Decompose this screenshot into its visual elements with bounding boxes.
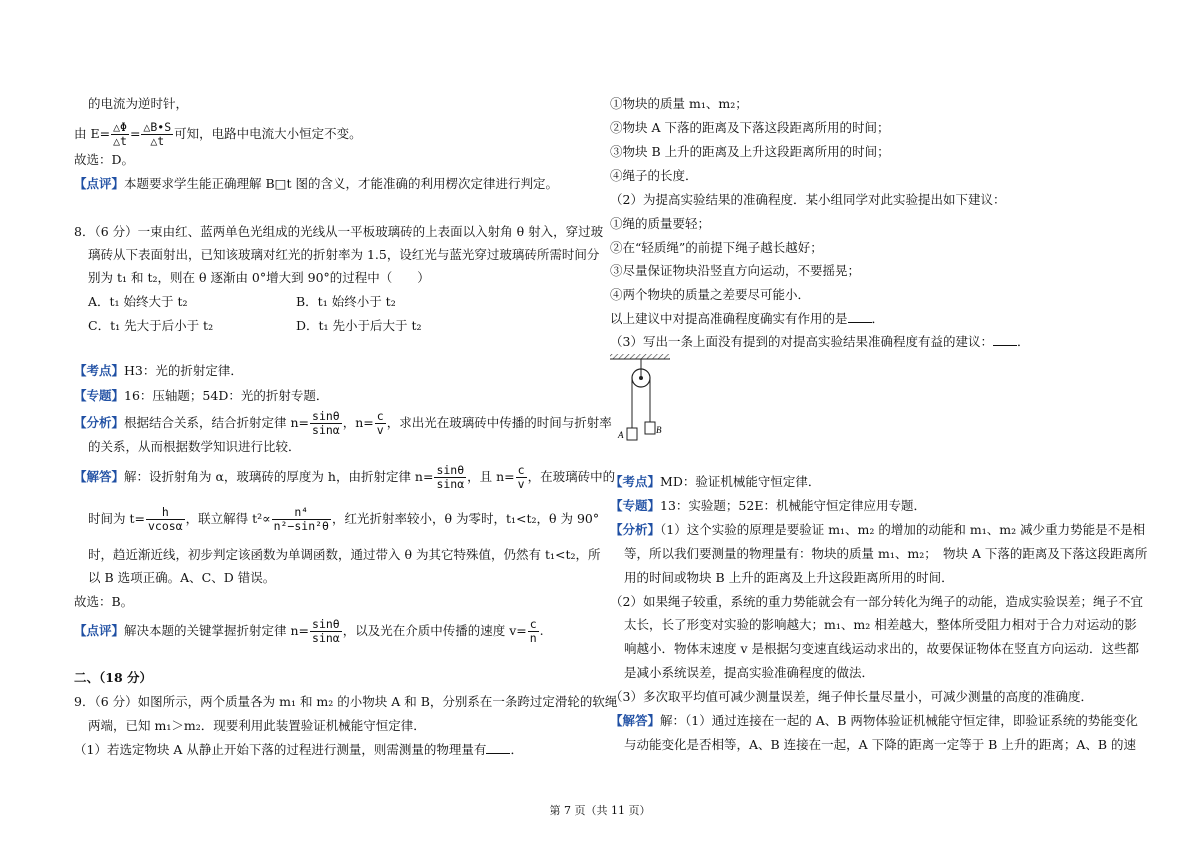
text-line: ③尽量保证物块沿竖直方向运动，不要摇晃； (610, 263, 861, 278)
tag-label: 【分析】 (74, 415, 125, 430)
section-heading: 二、（18 分） (74, 670, 152, 685)
tag-label: 【解答】 (74, 469, 125, 484)
tag-label: 【考点】 (610, 474, 661, 489)
comment-line: 【点评】本题要求学生能正确理解 B□t 图的含义，才能准确的利用楞次定律进行判定。 (74, 176, 558, 191)
text-line: 以上建议中对提高准确程度确实有作用的是 ． (610, 311, 885, 326)
fenxi-line: 太长，长了形变对实验的影响越大；m₁、m₂ 相差越大，整体所受阻力相对于合力对运动的影 (624, 617, 1137, 632)
jieda-line: 【解答】解：（1）通过连接在一起的 A、B 两物体验证机械能守恒定律，即验证系统的势能变化 (610, 713, 1138, 728)
fenxi-line: 的关系，从而根据数学知识进行比较． (88, 439, 301, 454)
text-line: （3）写出一条上面没有提到的对提高实验结果准确程度有益的建议： ． (610, 334, 1030, 349)
question-9-line: （1）若选定物块 A 从静止开始下落的过程进行测量，则需测量的物理量有 ． (74, 742, 523, 757)
text-line: ④两个物块的质量之差要尽可能小． (610, 287, 811, 302)
option-c: C．t₁ 先大于后小于 t₂ (88, 318, 214, 333)
fraction: $\frac{c}{n}$ (529, 617, 537, 645)
tag-label: 【专题】 (74, 388, 125, 403)
jieda-line: 以 B 选项正确。A、C、D 错误。 (88, 570, 276, 585)
text-line: 故选：D。 (74, 152, 135, 167)
pulley-diagram (608, 352, 678, 444)
text-line: 的电流为逆时针， (88, 96, 189, 111)
kaodian-line: 【考点】H3：光的折射定律． (74, 363, 243, 378)
question-9-line: 9．（6 分）如图所示，两个质量各为 m₁ 和 m₂ 的小物块 A 和 B，分别系在一条跨过定滑轮的软绳 (74, 694, 618, 709)
option-a: A．t₁ 始终大于 t₂ (88, 294, 188, 309)
option-d: D．t₁ 先小于后大于 t₂ (296, 318, 422, 333)
fenxi-line: 【分析】根据结合关系，结合折射定律 n= $\frac{\sin\theta}{\sin\alpha}$ ，n= $\frac{c}{v}$ ，求出光在玻璃砖中传播的时间与折射率 (74, 409, 612, 437)
fraction: $\frac{\sin\theta}{\sin\alpha}$ (312, 409, 340, 437)
tag-label: 【分析】 (610, 522, 661, 537)
ceiling-hatch (610, 354, 670, 359)
question-9-line: 两端，已知 m₁＞m₂．现要利用此装置验证机械能守恒定律． (88, 718, 426, 733)
block-b (645, 422, 655, 434)
zhuanti-line: 【专题】13：实验题；52E：机械能守恒定律应用专题． (610, 498, 926, 513)
fraction: $\frac{\triangle\Phi}{\triangle t}$ (113, 120, 127, 148)
tag-label: 【解答】 (610, 713, 661, 728)
jieda-line: 时间为 t= $\frac{h}{vcos\alpha}$ ，联立解得 t²∝ $\frac{\text{n⁴}}{\text{n²−sin²θ}}$ ，红光折射率较小，θ 为零时，t₁<t₂，θ 为 90° (88, 505, 600, 533)
text-line: ④绳子的长度． (610, 168, 698, 183)
answer-blank (993, 334, 1017, 346)
fraction: $\frac{c}{v}$ (376, 409, 384, 437)
block-a (627, 428, 637, 440)
text-line: ①物块的质量 m₁、m₂； (610, 96, 748, 111)
fraction: $\frac{\sin\theta}{\sin\alpha}$ (436, 463, 465, 491)
jieda-line: 时，趋近渐近线，初步判定该函数为单调函数，通过带入 θ 为其它特殊值，仍然有 t₁<t₂，所 (88, 547, 601, 562)
tag-label: 【点评】 (74, 176, 125, 191)
text-line: ③物块 B 上升的距离及上升这段距离所用的时间； (610, 144, 890, 159)
fenxi-line: （3）多次取平均值可减少测量误差，绳子伸长量尽量小，可减少测量的高度的准确度． (610, 689, 1093, 704)
jieda-line: 【解答】解：设折射角为 α，玻璃砖的厚度为 h，由折射定律 n= $\frac{\sin\theta}{\sin\alpha}$ ，且 n= $\frac{c}{v}$ ，在玻璃砖中的 (74, 463, 616, 491)
tag-label: 【专题】 (610, 498, 661, 513)
option-b: B．t₁ 始终小于 t₂ (296, 294, 396, 309)
fenxi-line: 【分析】（1）这个实验的原理是要验证 m₁、m₂ 的增加的动能和 m₁、m₂ 减少重力势能是不是相 (610, 522, 1146, 537)
question-8-line: 8．（6 分）一束由红、蓝两单色光组成的光线从一平板玻璃砖的上表面以入射角 θ 射入，穿过玻 (74, 224, 604, 239)
fraction: $\frac{\triangle B•S}{\triangle t}$ (143, 120, 172, 148)
kaodian-line: 【考点】MD：验证机械能守恒定律． (610, 474, 821, 489)
tag-label: 【点评】 (74, 623, 125, 638)
page-footer: 第 7 页（共 11 页） (549, 804, 651, 817)
fraction: $\frac{\text{n⁴}}{\text{n²−sin²θ}}$ (273, 505, 329, 533)
fenxi-line: （2）如果绳子较重，系统的重力势能就会有一部分转化为绳子的动能，造成实验误差；绳子不宜 (610, 594, 1143, 609)
fraction: $\frac{\sin\theta}{\sin\alpha}$ (312, 617, 340, 645)
question-8-line: 别为 t₁ 和 t₂，则在 θ 逐渐由 0°增大到 90°的过程中（ ） (88, 270, 430, 285)
question-8-line: 璃砖从下表面射出，已知该玻璃对红光的折射率为 1.5，设红光与蓝光穿过玻璃砖所需时间分 (88, 247, 600, 262)
jieda-line: 与动能变化是否相等，A、B 连接在一起，A 下降的距离一定等于 B 上升的距离；A、B 的速 (624, 737, 1137, 752)
fraction: $\frac{h}{vcos\alpha}$ (147, 505, 183, 533)
text-line-equation: 由 E= $\frac{\triangle\Phi}{\triangle t}$ = $\frac{\triangle B•S}{\triangle t}$ 可知，电路中电流大小恒定不变。 (74, 120, 362, 148)
tag-label: 【考点】 (74, 363, 125, 378)
dianping-line: 【点评】解决本题的关键掌握折射定律 n= $\frac{\sin\theta}{\sin\alpha}$ ，以及光在介质中传播的速度 v= $\frac{c}{n}$ . (74, 617, 544, 645)
text-line: ②在“轻质绳”的前提下绳子越长越好； (610, 240, 823, 255)
answer-blank (848, 311, 872, 323)
zhuanti-line: 【专题】16：压轴题；54D：光的折射专题． (74, 388, 329, 403)
jieda-line: 故选：B。 (74, 594, 134, 609)
fenxi-line: 是减小系统误差，提高实验准确程度的做法． (624, 665, 875, 680)
fenxi-line: 响越小．物体末速度 v 是根据匀变速直线运动求出的，故要保证物体在竖直方向运动．这些都 (624, 641, 1140, 656)
text-line: （2）为提高实验结果的准确程度．某小组同学对此实验提出如下建议： (610, 192, 1006, 207)
pulley-axle (639, 376, 643, 380)
fenxi-line: 等，所以我们要测量的物理量有：物块的质量 m₁、m₂； 物块 A 下落的距离及下落这段距离所 (624, 546, 1148, 561)
answer-blank (486, 742, 510, 754)
text-line: ②物块 A 下落的距离及下落这段距离所用的时间； (610, 120, 890, 135)
fenxi-line: 用的时间或物块 B 上升的距离及上升这段距离所用的时间． (624, 570, 954, 585)
text-line: ①绳的质量要轻； (610, 216, 711, 231)
label-a: A (618, 430, 624, 440)
label-b: B (656, 425, 662, 435)
fraction: $\frac{c}{v}$ (517, 463, 525, 491)
